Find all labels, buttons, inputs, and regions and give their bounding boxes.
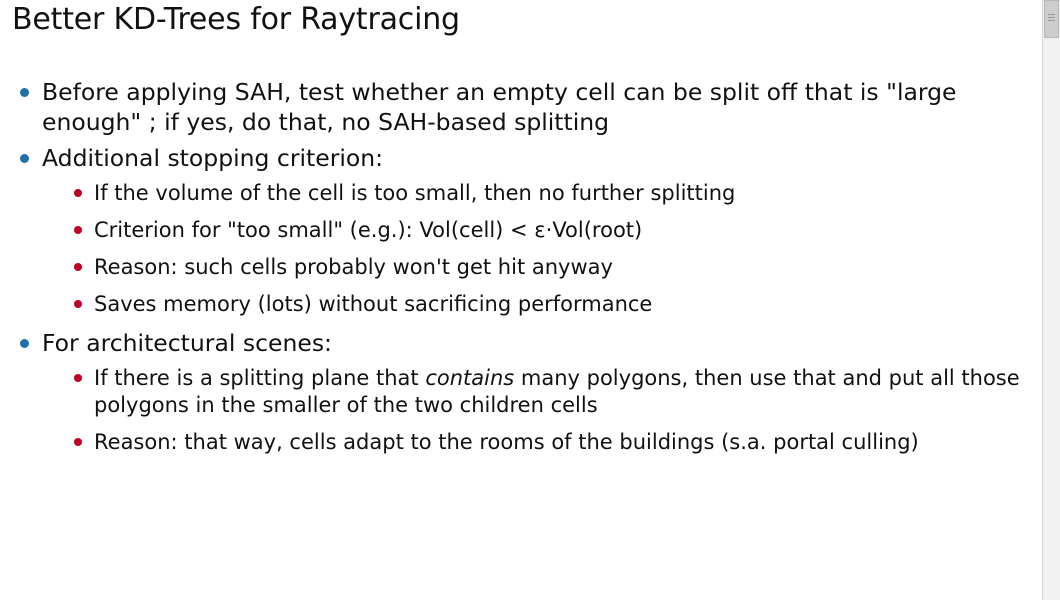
list-item bbox=[68, 254, 1050, 281]
bullet-text-before: If there is a splitting plane that bbox=[94, 365, 426, 390]
bullet-dot-icon bbox=[74, 226, 82, 234]
bullet-text: Additional stopping criterion: bbox=[42, 143, 384, 172]
list-item bbox=[68, 429, 1050, 456]
bullet-text: Reason: that way, cells adapt to the rooms of the buildings (s.a. portal culling) bbox=[94, 430, 919, 455]
bullet-list-level2 bbox=[68, 365, 1050, 457]
bullet-text: For architectural scenes: bbox=[42, 328, 332, 357]
scrollbar-thumb[interactable] bbox=[1044, 0, 1059, 38]
scrollbar-grip-icon bbox=[1048, 17, 1055, 18]
bullet-text: Before applying SAH, test whether an empty cell can be split off that is "large enough" ; if yes, do that, no SAH-based splitting bbox=[42, 78, 957, 136]
bullet-dot-icon bbox=[74, 438, 82, 446]
bullet-dot-icon bbox=[74, 300, 82, 308]
bullet-dot-icon bbox=[74, 189, 82, 197]
bullet-dot-icon bbox=[74, 374, 82, 382]
bullet-text-emphasis: contains bbox=[425, 365, 515, 390]
vertical-scrollbar[interactable] bbox=[1042, 0, 1060, 600]
list-item bbox=[68, 217, 1050, 244]
bullet-dot-icon bbox=[20, 88, 29, 97]
bullet-dot-icon bbox=[20, 339, 29, 348]
page-title: Better KD-Trees for Raytracing bbox=[12, 2, 460, 37]
bullet-dot-icon bbox=[74, 263, 82, 271]
bullet-text: If the volume of the cell is too small, then no further splitting bbox=[94, 180, 736, 205]
sublist-wrapper bbox=[68, 365, 1050, 457]
list-item bbox=[12, 78, 1050, 138]
bullet-list-level1 bbox=[12, 78, 1050, 456]
list-item bbox=[12, 144, 1050, 319]
bullet-text: Reason: such cells probably won't get hit anyway bbox=[94, 255, 613, 280]
bullet-text-after: many polygons, then use that and put all those polygons in the smaller of the two children cells bbox=[94, 365, 1020, 417]
bullet-dot-icon bbox=[20, 154, 29, 163]
list-item bbox=[68, 291, 1050, 318]
bullet-text: Saves memory (lots) without sacrificing performance bbox=[94, 292, 653, 317]
list-item bbox=[68, 365, 1050, 420]
slide-body bbox=[12, 78, 1050, 466]
list-item bbox=[12, 329, 1050, 457]
bullet-list-level2 bbox=[68, 180, 1050, 319]
bullet-text: Criterion for "too small" (e.g.): Vol(cell) < ε·Vol(root) bbox=[94, 217, 643, 242]
sublist-wrapper bbox=[68, 180, 1050, 319]
list-item bbox=[68, 180, 1050, 207]
